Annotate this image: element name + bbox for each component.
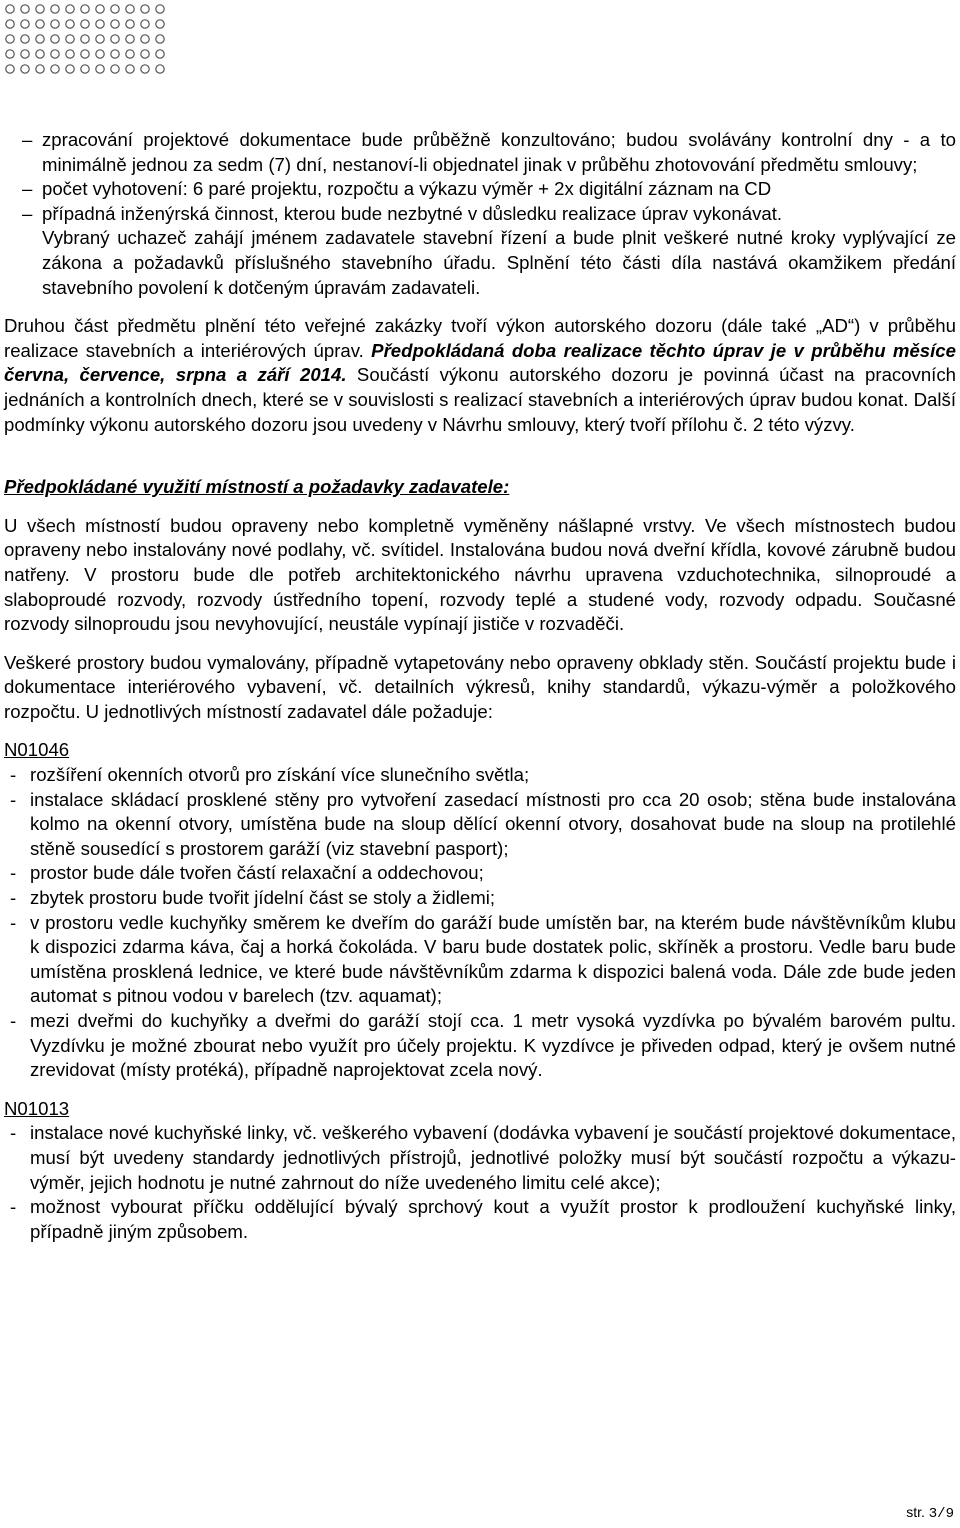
logo-dot <box>156 35 164 43</box>
list-item <box>4 1195 956 1244</box>
logo-dot <box>6 20 14 28</box>
list-item-text: prostor bude dále tvořen částí relaxační a oddechovou; <box>30 862 484 884</box>
logo-dot <box>6 5 14 13</box>
logo-dot <box>141 65 149 73</box>
logo-dot <box>111 5 119 13</box>
logo-dot <box>6 65 14 73</box>
logo-dot <box>156 65 164 73</box>
logo-dot <box>66 5 74 13</box>
dash-bullet: – <box>22 202 33 224</box>
logo-dot <box>126 20 134 28</box>
list-item <box>4 1121 956 1195</box>
logo-dot <box>66 50 74 58</box>
list-item-text: rozšíření okenních otvorů pro získání více slunečního světla; <box>30 764 530 786</box>
dozor-text-2: Součástí výkonu autorského dozoru je povinná účast na pracovních jednáních a kontrolních dnech, které se v souvislosti s realizací stavebních a interiérových úprav budou konat. Další podmínky výkonu autorského dozoru jsou uvedeny v Návrhu smlouvy, který tvoří přílohu č. 2 této výzvy. <box>4 364 956 435</box>
dozor-bold-text: Předpokládaná doba realizace těchto úprav je v průběhu měsíce června, července, srpna a září 2014. <box>4 339 956 386</box>
dozor-paragraph <box>4 314 956 437</box>
logo-dot <box>21 50 29 58</box>
logo-dot <box>111 35 119 43</box>
dash-bullet: - <box>10 764 17 786</box>
dozor-text-1: Druhou část předmětu plnění této veřejné zakázky tvoří výkon autorského dozoru (dále také „AD“) v průběhu realizace stavebních a interiérových úprav. <box>4 315 956 361</box>
list-item <box>4 886 956 911</box>
section-heading: Předpokládané využití místností a požadavky zadavatele: <box>4 476 510 498</box>
paragraph: Veškeré prostory budou vymalovány, případně vytapetovány nebo opraveny obklady stěn. Součástí projektu bude i dokumentace interiérového vybavení, vč. detailních výkresů, knihy standardů, výkazu-výměr a položkového rozpočtu. U jednotlivých místností zadavatel dále požaduje: <box>4 651 956 722</box>
logo-dot <box>36 65 44 73</box>
logo-dot <box>66 35 74 43</box>
logo-dot <box>81 5 89 13</box>
list-item <box>4 861 956 886</box>
logo-dot <box>126 5 134 13</box>
logo-dot <box>36 20 44 28</box>
logo-dot <box>111 65 119 73</box>
room-code: N01013 <box>4 1097 70 1119</box>
list-item-text: možnost vybourat příčku oddělující bývalý sprchový kout a využít prostor k prodloužení kuchyňské linky, případně jiným způsobem. <box>30 1196 956 1242</box>
logo-dot <box>36 35 44 43</box>
list-item-text: instalace skládací prosklené stěny pro vytvoření zasedací místnosti pro cca 20 osob; stěna bude instalována kolmo na okenní otvory, umístěna bude na sloup dělící okenní otvory, dosahovat bude na sloup na protilehlé stěně sousedící s prostorem garáží (viz stavební pasport); <box>30 788 956 859</box>
list-item-text: v prostoru vedle kuchyňky směrem ke dveřím do garáží bude umístěn bar, na kterém bude návštěvníkům klubu k dispozici zdarma káva, čaj a horká čokoláda. V baru bude dostatek polic, skříněk a prostoru. Vedle baru bude umístěna prosklená lednice, ve které bude návštěvníkům zdarma k dispozici balená voda. Dále zde bude jeden automat s pitnou vodou v barelech (tzv. aquamat); <box>30 911 956 1007</box>
list-item <box>4 202 956 227</box>
logo-dot <box>51 35 59 43</box>
page-count: 3/9 <box>928 1506 954 1522</box>
logo-dot <box>141 5 149 13</box>
logo-dot <box>21 65 29 73</box>
paragraph: U všech místností budou opraveny nebo kompletně vyměněny nášlapné vrstvy. Ve všech místnostech budou opraveny nebo instalovány nové podlahy, vč. svítidel. Instalována budou nová dveřní křídla, kovové zárubně budou natřeny. V prostoru bude dle potřeb architektonického návrhu upravena vzduchotechnika, silnoproudé a slaboproudé rozvody, rozvody ústředního topení, rozvody teplé a studené vody, rozvody odpadu. Současné rozvody silnoproudu jsou nevyhovující, neustále vypínají jističe v rozvaděči. <box>4 514 956 635</box>
logo-dot <box>96 50 104 58</box>
list-item <box>4 911 956 1009</box>
logo-dot <box>141 50 149 58</box>
dash-bullet: - <box>10 887 17 909</box>
dash-bullet: – <box>22 129 33 150</box>
logo-dot <box>51 20 59 28</box>
page-number <box>906 1504 954 1522</box>
list-item <box>4 128 956 177</box>
logo-dot <box>21 35 29 43</box>
document-body <box>4 128 956 1244</box>
logo-dot <box>111 50 119 58</box>
logo-dot <box>156 5 164 13</box>
dash-bullet: - <box>10 1196 17 1218</box>
dash-bullet: – <box>22 178 33 200</box>
logo-dot <box>6 50 14 58</box>
logo-dot <box>96 65 104 73</box>
dotted-grid-logo <box>2 2 172 78</box>
dash-bullet: - <box>10 1010 17 1031</box>
logo-dot <box>36 50 44 58</box>
logo-dot <box>66 20 74 28</box>
logo-dot <box>21 20 29 28</box>
logo-dot <box>81 65 89 73</box>
intro-continuation: Vybraný uchazeč zahájí jménem zadavatele stavební řízení a bude plnit veškeré nutné kroky vyplývající ze zákona a požadavků příslušného stavebního úřadu. Splnění této části díla nastává okamžikem předání stavebního povolení k dotčeným úpravám zadavateli. <box>42 227 956 298</box>
logo-dot <box>51 50 59 58</box>
logo-dot <box>6 35 14 43</box>
list-item-text: případná inženýrská činnost, kterou bude nezbytné v důsledku realizace úprav vykonávat. <box>42 202 783 224</box>
list-item <box>4 788 956 862</box>
logo-dot <box>126 50 134 58</box>
list-item-text: mezi dveřmi do kuchyňky a dveřmi do garáží stojí cca. 1 metr vysoká vyzdívka po bývalém barovém pultu. Vyzdívku je možné zbourat nebo využít pro účely projektu. K vyzdívce je přiveden odpad, který je ovšem nutné zrevidovat (místy protéká), případně naprojektovat zcela nový. <box>30 1010 956 1081</box>
list-item-text: zpracování projektové dokumentace bude průběžně konzultováno; budou svolávány kontrolní dny - a to minimálně jednou za sedm (7) dní, nestanoví-li objednatel jinak v průběhu zhotovování předmětu smlouvy; <box>42 129 956 175</box>
logo-dot <box>96 5 104 13</box>
logo-dot <box>141 20 149 28</box>
logo-dot <box>81 50 89 58</box>
logo-dot <box>156 50 164 58</box>
dash-bullet: - <box>10 862 17 884</box>
logo-dot <box>81 20 89 28</box>
list-item <box>4 1009 956 1083</box>
logo-dot <box>126 65 134 73</box>
list-item <box>4 177 956 202</box>
dash-bullet: - <box>10 911 17 933</box>
logo-dot <box>141 35 149 43</box>
list-item-text: zbytek prostoru bude tvořit jídelní část se stoly a židlemi; <box>30 887 496 909</box>
list-item-text: instalace nové kuchyňské linky, vč. veškerého vybavení (dodávka vybavení je součástí projektové dokumentace, musí být uvedeny standardy jednotlivých přístrojů, jednotlivé položky musí být součástí rozpočtu a výkazu-výměr, jejich hodnotu je nutné zahrnout do níže uvedeného limitu celé akce); <box>30 1122 956 1193</box>
logo-dot <box>81 35 89 43</box>
logo-dot <box>51 5 59 13</box>
logo-dot <box>21 5 29 13</box>
logo-dot <box>66 65 74 73</box>
list-item <box>4 763 956 788</box>
logo-dot <box>36 5 44 13</box>
room-code: N01046 <box>4 739 70 761</box>
logo-dot <box>111 20 119 28</box>
dash-bullet: - <box>10 1122 17 1144</box>
logo-dot <box>96 35 104 43</box>
logo-dot <box>156 20 164 28</box>
page-label: str. <box>906 1504 925 1520</box>
logo-dot <box>96 20 104 28</box>
logo-dot <box>126 35 134 43</box>
dash-bullet: - <box>10 788 17 810</box>
logo-dot <box>51 65 59 73</box>
list-item-text: počet vyhotovení: 6 paré projektu, rozpočtu a výkazu výměr + 2x digitální záznam na CD <box>42 178 772 200</box>
